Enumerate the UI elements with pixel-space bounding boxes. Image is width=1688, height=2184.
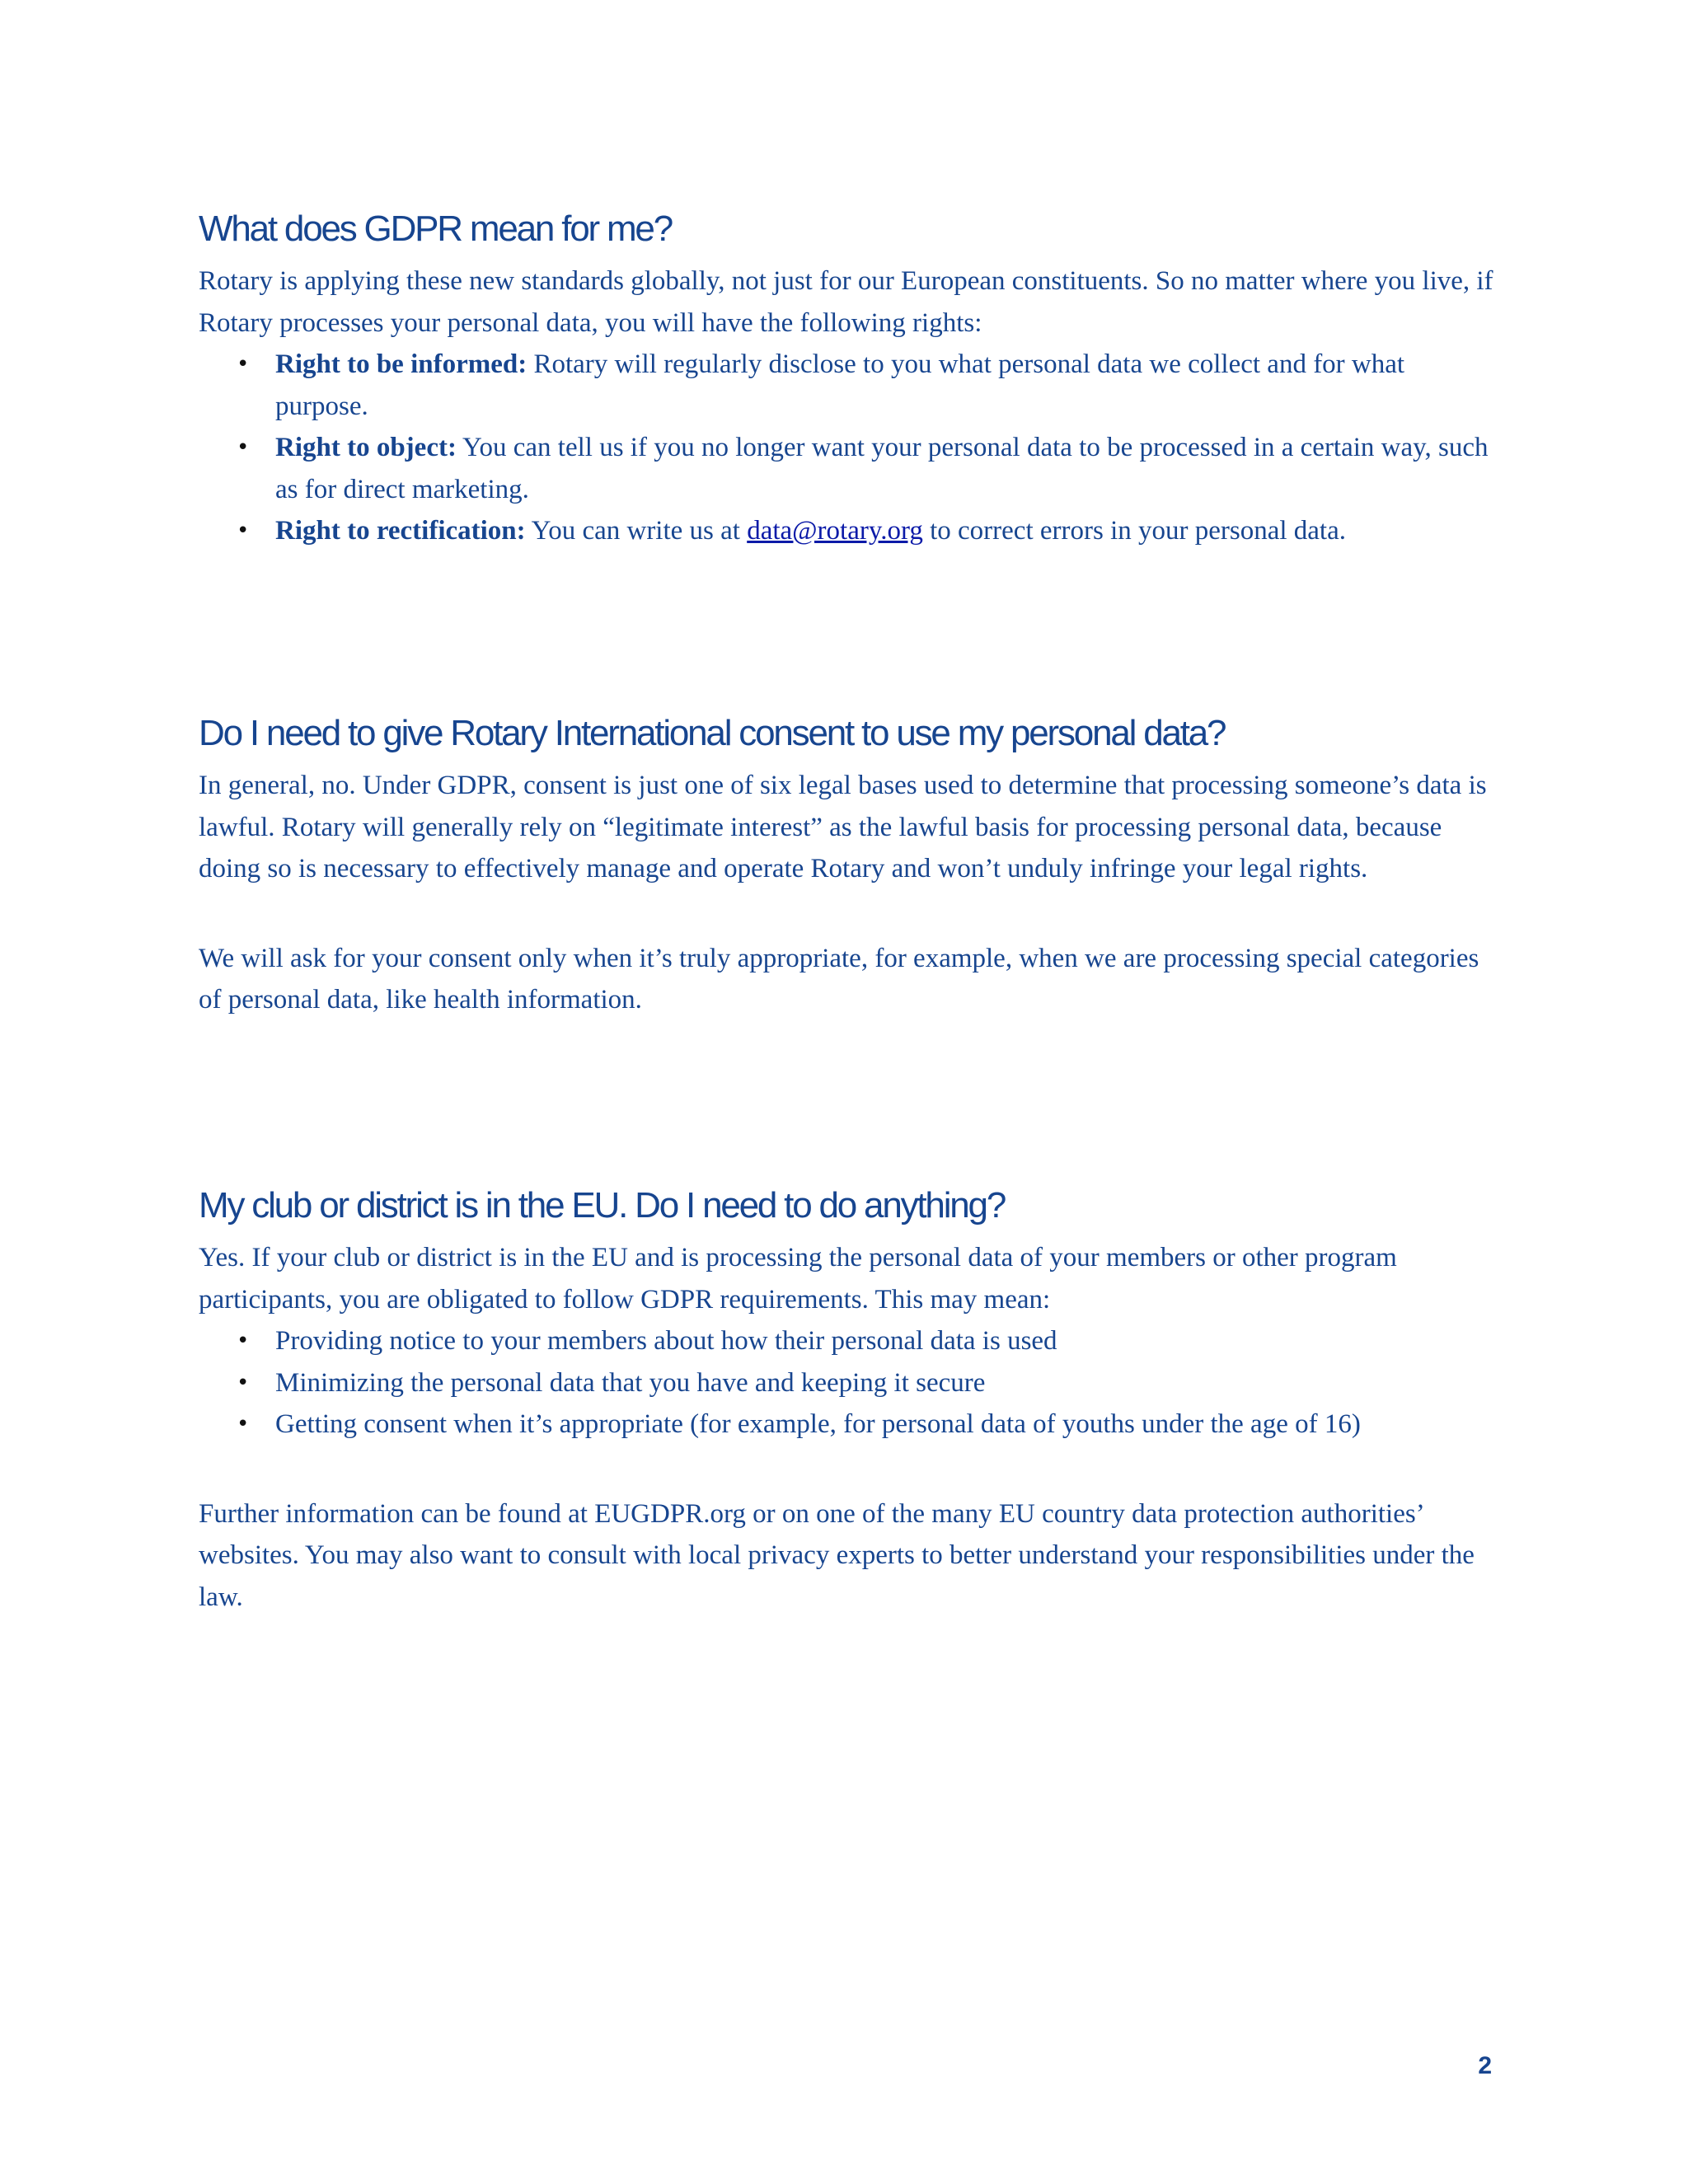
bullet-icon: • [237,1329,250,1353]
list-item-right-to-be-informed [199,344,1497,427]
section-closing: Further information can be found at EUGDPR.org or on one of the many EU country data protection authorities’ websites. You may also want to consult with local privacy experts to better understand your responsibilities under the law. [199,1498,1475,1612]
requirements-list [199,1320,1497,1446]
section-intro: Rotary is applying these new standards globally, not just for our European constituents. So no matter where you live, if Rotary processes your personal data, you will have the following rights: [199,266,1493,338]
page-number: 2 [1478,2052,1492,2079]
right-description: Rotary will regularly disclose to you what personal data we collect and for what purpose. [275,349,1405,421]
right-term: Right to object: [275,433,457,462]
section-heading: Do I need to give Rotary International consent to use my personal data? [199,713,1226,753]
section-paragraph: In general, no. Under GDPR, consent is just one of six legal bases used to determine that processing someone’s data is lawful. Rotary will generally rely on “legitimate interest” as the lawful basis for processing personal data, because doing so is necessary to effectively manage and operate Rotary and won’t unduly infringe your legal rights. [199,771,1487,883]
bullet-icon: • [237,435,250,460]
bullet-icon: • [237,1370,250,1395]
list-item-right-to-rectification [199,510,1497,552]
rights-list [199,344,1497,552]
list-item [199,1320,1497,1362]
right-term: Right to be informed: [275,349,528,379]
list-item [199,1362,1497,1404]
right-description-before: You can write us at [525,516,748,546]
paragraph-gap [199,1446,1497,1493]
bullet-icon: • [237,352,250,377]
list-item-text: Getting consent when it’s appropriate (for example, for personal data of youths under the age of 16) [275,1409,1361,1439]
email-link[interactable]: data@rotary.org [747,516,923,546]
section-paragraph: We will ask for your consent only when it’s truly appropriate, for example, when we are processing special categories of personal data, like health information. [199,943,1479,1015]
section-consent [199,702,1497,1021]
right-description-after: to correct errors in your personal data. [922,516,1346,546]
section-heading: My club or district is in the EU. Do I need to do anything? [199,1185,1006,1226]
right-term: Right to rectification: [275,516,526,546]
list-item [199,1404,1497,1446]
section-gdpr-meaning [199,198,1497,552]
section-intro: Yes. If your club or district is in the EU and is processing the personal data of your members or other program participants, you are obligated to follow GDPR requirements. This may mean: [199,1243,1397,1315]
list-item-text: Providing notice to your members about how their personal data is used [275,1326,1057,1356]
bullet-icon: • [237,1412,250,1436]
section-eu-clubs [199,1174,1497,1618]
paragraph-gap [199,890,1497,938]
list-item-right-to-object [199,427,1497,510]
list-item-text: Minimizing the personal data that you have and keeping it secure [275,1367,986,1398]
right-description: You can tell us if you no longer want your personal data to be processed in a certain way, such as for direct marketing. [275,433,1489,504]
bullet-icon: • [237,518,250,543]
section-heading: What does GDPR mean for me? [199,209,672,249]
